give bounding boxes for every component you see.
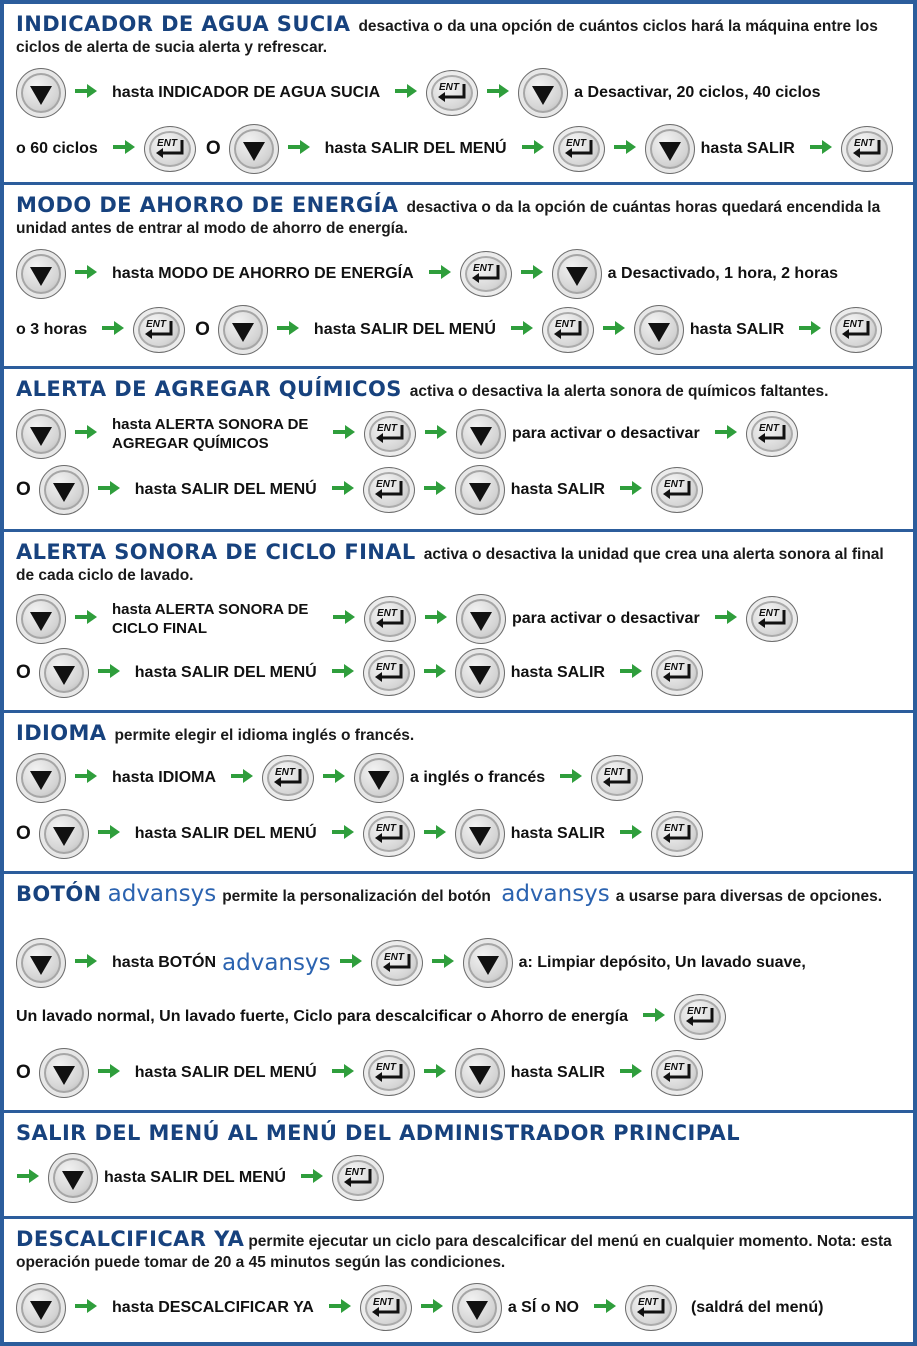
step-text: hasta MODO DE AHORRO DE ENERGÍA xyxy=(112,265,414,282)
section-description: desactiva o da la opción de cuántas horas quedará encendida la unidad antes de entrar al modo de ahorro de energía. xyxy=(16,199,881,237)
down-button-icon xyxy=(455,648,505,698)
section-dirty-water-indicator xyxy=(4,4,913,182)
down-button-icon xyxy=(455,465,505,515)
step-text: a SÍ o NO xyxy=(507,1299,579,1316)
step-text: hasta IDIOMA xyxy=(112,769,217,786)
step-text: hasta SALIR DEL MENÚ xyxy=(134,825,317,842)
section-header xyxy=(16,379,901,402)
section-header xyxy=(16,195,901,239)
down-button-icon xyxy=(456,409,506,459)
green-arrow-icon xyxy=(331,662,355,685)
ent-button-icon xyxy=(426,70,478,116)
green-arrow-icon xyxy=(431,952,455,975)
step-text: o 3 horas xyxy=(16,321,88,338)
green-arrow-icon xyxy=(798,319,822,342)
svg-text:ENT: ENT xyxy=(377,423,397,434)
section-header xyxy=(16,14,901,58)
advansys-logo: advansys xyxy=(222,950,331,976)
down-button-icon xyxy=(16,1283,66,1333)
or-label: O xyxy=(16,479,31,500)
svg-text:ENT: ENT xyxy=(372,1297,393,1308)
down-button-icon xyxy=(456,594,506,644)
section-description: desactiva o da una opción de cuántos ciclos hará la máquina entre los ciclos de alerta de sucia alerta y refrescar. xyxy=(16,18,878,56)
section-description: activa o desactiva la alerta sonora de químicos faltantes. xyxy=(409,383,829,400)
green-arrow-icon xyxy=(521,138,545,161)
svg-text:ENT: ENT xyxy=(853,138,874,149)
step-text: hasta SALIR xyxy=(510,825,605,842)
green-arrow-icon xyxy=(424,608,448,631)
green-arrow-icon xyxy=(602,319,626,342)
down-button-icon xyxy=(16,938,66,988)
green-arrow-icon xyxy=(809,138,833,161)
down-button-icon xyxy=(39,648,89,698)
green-arrow-icon xyxy=(619,1062,643,1085)
step-text: hasta SALIR xyxy=(689,321,785,338)
green-arrow-icon xyxy=(16,1167,40,1190)
green-arrow-icon xyxy=(559,767,583,790)
advansys-logo: advansys xyxy=(501,881,610,907)
section-title: ALERTA SONORA DE CICLO FINAL xyxy=(16,540,416,564)
section-language xyxy=(4,713,913,871)
green-arrow-icon xyxy=(331,1062,355,1085)
step-row xyxy=(16,465,905,515)
step-text: hasta SALIR xyxy=(510,481,605,498)
green-arrow-icon xyxy=(97,479,121,502)
ent-button-icon xyxy=(553,126,605,172)
ent-button-icon xyxy=(144,126,196,172)
down-button-icon xyxy=(39,809,89,859)
ent-button-icon xyxy=(746,596,798,642)
svg-text:ENT: ENT xyxy=(637,1297,658,1308)
green-arrow-icon xyxy=(619,479,643,502)
ent-button-icon xyxy=(262,755,314,801)
section-descale-now xyxy=(4,1219,913,1342)
green-arrow-icon xyxy=(714,423,738,446)
down-button-icon xyxy=(48,1153,98,1203)
step-text: hasta SALIR DEL MENÚ xyxy=(313,321,496,338)
svg-text:ENT: ENT xyxy=(663,662,684,673)
or-label: O xyxy=(16,823,31,844)
section-header xyxy=(16,1229,901,1273)
ent-button-icon xyxy=(363,1050,415,1096)
or-label: O xyxy=(205,138,221,159)
step-text: hasta ALERTA SONORA DE AGREGAR QUÍMICOS xyxy=(112,416,309,452)
step-row xyxy=(16,1283,905,1333)
green-arrow-icon xyxy=(332,608,356,631)
step-text: Un lavado normal, Un lavado fuerte, Ciclo para descalcificar o Ahorro de energía xyxy=(16,1008,629,1025)
section-advansys-button xyxy=(4,874,913,1110)
green-arrow-icon xyxy=(74,952,98,975)
ent-button-icon xyxy=(460,251,512,297)
green-arrow-icon xyxy=(97,1062,121,1085)
section-title: BOTÓN xyxy=(16,882,102,906)
step-text: a Desactivar, 20 ciclos, 40 ciclos xyxy=(574,84,821,101)
section-description: a usarse para diversas de opciones. xyxy=(615,888,882,905)
step-text: hasta SALIR DEL MENÚ xyxy=(134,664,317,681)
green-arrow-icon xyxy=(424,423,448,446)
down-button-icon xyxy=(645,124,695,174)
section-description: permite elegir el idioma inglés o francés. xyxy=(114,727,415,744)
section-description: activa o desactiva la unidad que crea una alerta sonora al final de cada ciclo de lavado. xyxy=(16,546,884,584)
green-arrow-icon xyxy=(74,423,98,446)
svg-text:ENT: ENT xyxy=(843,319,864,330)
step-text: hasta SALIR DEL MENÚ xyxy=(324,140,507,157)
or-label: O xyxy=(195,319,210,340)
green-arrow-icon xyxy=(300,1167,324,1190)
step-row xyxy=(16,1048,905,1098)
ent-button-icon xyxy=(371,940,423,986)
green-arrow-icon xyxy=(613,138,637,161)
green-arrow-icon xyxy=(287,138,311,161)
step-row xyxy=(16,648,905,698)
down-button-icon xyxy=(463,938,513,988)
ent-button-icon xyxy=(542,307,594,353)
section-title: DESCALCIFICAR YA xyxy=(16,1227,245,1251)
step-text: hasta BOTÓN xyxy=(112,954,217,971)
green-arrow-icon xyxy=(74,263,98,286)
step-text: hasta SALIR xyxy=(510,1064,605,1081)
green-arrow-icon xyxy=(423,479,447,502)
step-text: a Desactivado, 1 hora, 2 horas xyxy=(607,265,838,282)
down-button-icon xyxy=(455,1048,505,1098)
ent-button-icon xyxy=(651,467,703,513)
svg-text:ENT: ENT xyxy=(375,662,396,673)
section-title: IDIOMA xyxy=(16,721,107,745)
step-row xyxy=(16,305,905,355)
section-header xyxy=(16,542,901,586)
step-row xyxy=(16,753,905,803)
green-arrow-icon xyxy=(714,608,738,631)
section-title: SALIR DEL MENÚ AL MENÚ DEL ADMINISTRADOR PRINCIPAL xyxy=(16,1121,740,1145)
svg-text:ENT: ENT xyxy=(275,767,296,778)
ent-button-icon xyxy=(332,1155,384,1201)
step-row xyxy=(16,992,905,1042)
green-arrow-icon xyxy=(74,82,98,105)
green-arrow-icon xyxy=(423,823,447,846)
step-text: hasta SALIR xyxy=(700,140,795,157)
green-arrow-icon xyxy=(328,1297,352,1320)
ent-button-icon xyxy=(364,411,416,457)
step-text: para activar o desactivar xyxy=(512,425,700,442)
green-arrow-icon xyxy=(74,767,98,790)
ent-button-icon xyxy=(133,307,185,353)
ent-button-icon xyxy=(591,755,643,801)
green-arrow-icon xyxy=(593,1297,617,1320)
step-text: (saldrá del menú) xyxy=(690,1299,824,1316)
green-arrow-icon xyxy=(101,319,125,342)
section-title: INDICADOR DE AGUA SUCIA xyxy=(16,12,351,36)
section-title: ALERTA DE AGREGAR QUÍMICOS xyxy=(16,377,402,401)
green-arrow-icon xyxy=(331,823,355,846)
section-exit-menu xyxy=(4,1113,913,1216)
svg-text:ENT: ENT xyxy=(146,319,167,330)
step-row xyxy=(16,938,905,988)
down-button-icon xyxy=(39,465,89,515)
green-arrow-icon xyxy=(428,263,452,286)
section-title: MODO DE AHORRO DE ENERGÍA xyxy=(16,193,399,217)
step-text: hasta ALERTA SONORA DE CICLO FINAL xyxy=(112,601,309,637)
ent-button-icon xyxy=(746,411,798,457)
svg-text:ENT: ENT xyxy=(375,479,396,490)
green-arrow-icon xyxy=(520,263,544,286)
or-label: O xyxy=(16,1062,31,1083)
down-button-icon xyxy=(455,809,505,859)
down-button-icon xyxy=(39,1048,89,1098)
green-arrow-icon xyxy=(97,823,121,846)
down-button-icon xyxy=(552,249,602,299)
svg-text:ENT: ENT xyxy=(344,1167,365,1178)
svg-text:ENT: ENT xyxy=(687,1006,708,1017)
down-button-icon xyxy=(354,753,404,803)
step-text: a inglés o francés xyxy=(410,769,546,786)
svg-text:ENT: ENT xyxy=(758,423,779,434)
section-end-cycle-alert xyxy=(4,532,913,710)
ent-button-icon xyxy=(625,1285,677,1331)
svg-text:ENT: ENT xyxy=(663,823,684,834)
svg-text:ENT: ENT xyxy=(663,479,684,490)
svg-text:ENT: ENT xyxy=(663,1062,684,1073)
step-row xyxy=(16,249,905,299)
svg-text:ENT: ENT xyxy=(156,138,177,149)
step-text: hasta SALIR DEL MENÚ xyxy=(134,481,317,498)
or-label: O xyxy=(16,662,31,683)
svg-text:ENT: ENT xyxy=(377,608,397,619)
step-text: hasta INDICADOR DE AGUA SUCIA xyxy=(112,84,381,101)
down-button-icon xyxy=(518,68,568,118)
down-button-icon xyxy=(16,249,66,299)
step-row xyxy=(16,68,905,118)
down-button-icon xyxy=(16,409,66,459)
step-row xyxy=(16,124,905,174)
green-arrow-icon xyxy=(97,662,121,685)
green-arrow-icon xyxy=(619,662,643,685)
section-energy-saving-mode xyxy=(4,185,913,366)
down-button-icon xyxy=(16,753,66,803)
ent-button-icon xyxy=(651,1050,703,1096)
ent-button-icon xyxy=(363,467,415,513)
green-arrow-icon xyxy=(276,319,300,342)
down-button-icon xyxy=(229,124,279,174)
step-row xyxy=(16,409,905,459)
step-text: hasta SALIR DEL MENÚ xyxy=(104,1169,286,1186)
ent-button-icon xyxy=(363,650,415,696)
svg-text:ENT: ENT xyxy=(758,608,779,619)
down-button-icon xyxy=(16,68,66,118)
section-description: permite la personalización del botón xyxy=(222,888,491,905)
advansys-logo: advansys xyxy=(107,881,217,907)
step-text: a: Limpiar depósito, Un lavado suave, xyxy=(518,954,806,971)
svg-text:ENT: ENT xyxy=(604,767,625,778)
green-arrow-icon xyxy=(423,662,447,685)
green-arrow-icon xyxy=(74,1297,98,1320)
section-header xyxy=(16,1123,901,1146)
green-arrow-icon xyxy=(423,1062,447,1085)
ent-button-icon xyxy=(363,811,415,857)
green-arrow-icon xyxy=(331,479,355,502)
ent-button-icon xyxy=(830,307,882,353)
svg-text:ENT: ENT xyxy=(565,138,586,149)
section-header xyxy=(16,723,901,746)
ent-button-icon xyxy=(674,994,726,1040)
ent-button-icon xyxy=(360,1285,412,1331)
green-arrow-icon xyxy=(642,1006,666,1029)
down-button-icon xyxy=(634,305,684,355)
green-arrow-icon xyxy=(322,767,346,790)
svg-text:ENT: ENT xyxy=(375,823,396,834)
green-arrow-icon xyxy=(420,1297,444,1320)
step-text: hasta SALIR DEL MENÚ xyxy=(134,1064,317,1081)
ent-button-icon xyxy=(841,126,893,172)
ent-button-icon xyxy=(651,811,703,857)
section-header xyxy=(16,881,901,907)
section-add-chemicals-alert xyxy=(4,369,913,529)
ent-button-icon xyxy=(651,650,703,696)
step-text: hasta DESCALCIFICAR YA xyxy=(112,1299,314,1316)
step-text: o 60 ciclos xyxy=(16,140,98,157)
down-button-icon xyxy=(452,1283,502,1333)
step-row xyxy=(16,594,905,644)
green-arrow-icon xyxy=(74,608,98,631)
down-button-icon xyxy=(16,594,66,644)
green-arrow-icon xyxy=(112,138,136,161)
section-description: permite ejecutar un ciclo para descalcificar del menú en cualquier momento. Nota: esta operación puede tomar de 20 a 45 minutos según las condiciones. xyxy=(16,1233,892,1271)
svg-text:ENT: ENT xyxy=(383,952,404,963)
green-arrow-icon xyxy=(486,82,510,105)
step-text: para activar o desactivar xyxy=(512,610,700,627)
svg-text:ENT: ENT xyxy=(554,319,575,330)
green-arrow-icon xyxy=(230,767,254,790)
step-row xyxy=(16,1153,905,1203)
green-arrow-icon xyxy=(394,82,418,105)
svg-text:ENT: ENT xyxy=(472,263,493,274)
green-arrow-icon xyxy=(339,952,363,975)
down-button-icon xyxy=(218,305,268,355)
green-arrow-icon xyxy=(510,319,534,342)
svg-text:ENT: ENT xyxy=(375,1062,396,1073)
step-row xyxy=(16,809,905,859)
ent-button-icon xyxy=(364,596,416,642)
svg-text:ENT: ENT xyxy=(439,82,460,93)
green-arrow-icon xyxy=(619,823,643,846)
step-text: hasta SALIR xyxy=(510,664,605,681)
green-arrow-icon xyxy=(332,423,356,446)
